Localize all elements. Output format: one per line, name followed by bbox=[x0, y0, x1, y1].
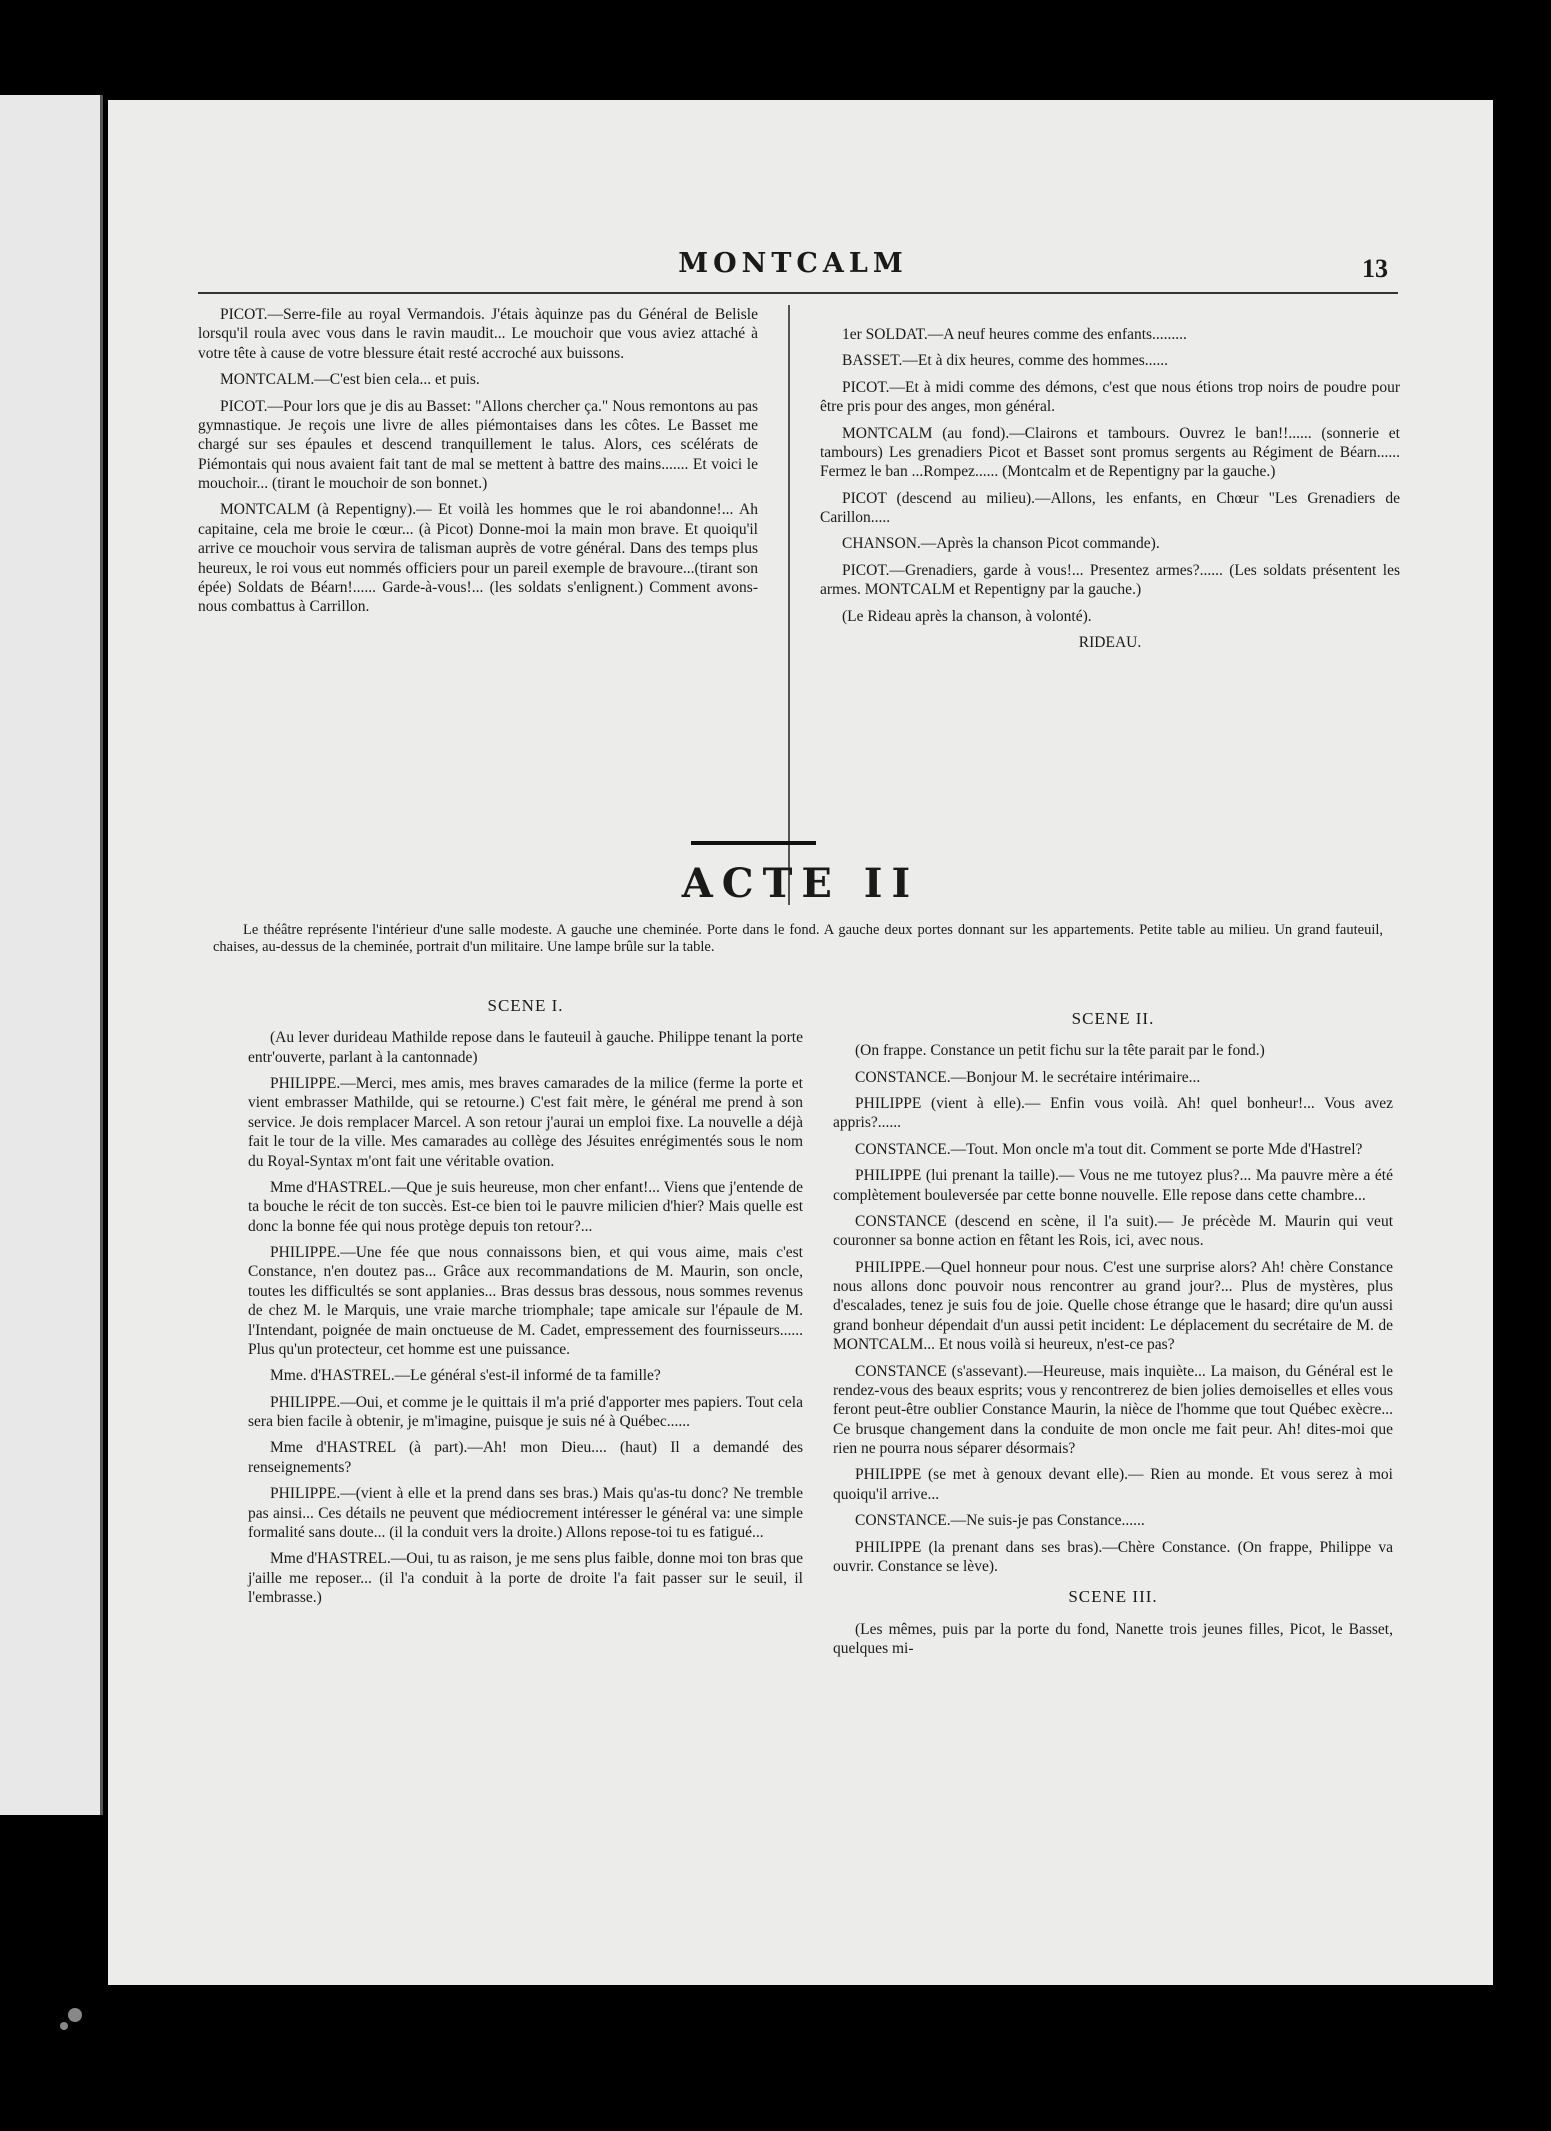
paragraph: CONSTANCE (s'assevant).—Heureuse, mais inquiète... La maison, du Général est le rendez-vous des beaux esprits; vous y rencontrerez de bien jolies demoiselles et elles vous feront peut-être oublier Constance Maurin, la nièce de l'homme que tout Québec exècre... Ce brusque changement dans la conduite de mon oncle me fait peur. Ah! dites-moi que rien ne pourra nous séparer désormais? bbox=[833, 1362, 1393, 1457]
lower-left-column bbox=[248, 985, 803, 1614]
paragraph: (On frappe. Constance un petit fichu sur la tête parait par le fond.) bbox=[855, 1042, 1265, 1060]
paragraph: Mme d'HASTREL.—Oui, tu as raison, je me sens plus faible, donne moi ton bras que j'aille me reposer... (il l'a conduit à la porte de droite l'a fait passer sur le seuil, il l'embrasse.) bbox=[248, 1550, 803, 1606]
scan-speck bbox=[60, 2022, 68, 2030]
paragraph: PICOT (descend au milieu).—Allons, les enfants, en Chœur "Les Grenadiers de Carillon..... bbox=[820, 489, 1400, 526]
adjacent-page-edge bbox=[0, 95, 103, 1815]
paragraph: (Au lever durideau Mathilde repose dans le fauteuil à gauche. Philippe tenant la porte entr'ouverte, parlant à la cantonnade) bbox=[248, 1029, 803, 1066]
paragraph: PICOT.—Et à midi comme des démons, c'est que nous étions trop noirs de poudre pour être pris pour des anges, mon général. bbox=[820, 378, 1400, 416]
scene-heading: SCENE III. bbox=[1068, 1587, 1158, 1607]
paragraph: (Les mêmes, puis par la porte du fond, Nanette trois jeunes filles, Picot, le Basset, quelques mi- bbox=[833, 1620, 1393, 1657]
paragraph: PHILIPPE (vient à elle).— Enfin vous voilà. Ah! quel bonheur!... Vous avez appris?...... bbox=[833, 1095, 1393, 1132]
paragraph: Mme d'HASTREL (à part).—Ah! mon Dieu.... (haut) Il a demandé des renseignements? bbox=[248, 1439, 803, 1476]
page-header bbox=[198, 248, 1388, 288]
document-page bbox=[108, 100, 1493, 1985]
stage-directions: Le théâtre représente l'intérieur d'une salle modeste. A gauche une cheminée. Porte dans le fond. A gauche deux portes donnant sur les appartements. Petite table au milieu. Un grand fauteuil, chaises, au-dessus de la cheminée, portrait d'un militaire. Une lampe brûle sur la table. bbox=[213, 922, 1383, 956]
upper-right-column bbox=[820, 325, 1400, 659]
running-title: MONTCALM bbox=[678, 248, 908, 279]
paragraph: 1er SOLDAT.—A neuf heures comme des enfants......... bbox=[842, 326, 1187, 343]
paragraph: PHILIPPE (se met à genoux devant elle).— Rien au monde. Et vous serez à moi quoiqu'il arrive... bbox=[833, 1466, 1393, 1503]
scene-heading: SCENE I. bbox=[487, 996, 564, 1015]
paragraph: PHILIPPE (la prenant dans ses bras).—Chère Constance. (On frappe, Philippe va ouvrir. Constance se lève). bbox=[833, 1538, 1393, 1575]
paragraph: CONSTANCE.—Bonjour M. le secrétaire intérimaire... bbox=[855, 1068, 1201, 1086]
paragraph: MONTCALM (au fond).—Clairons et tambours. Ouvrez le ban!!...... (sonnerie et tambours) Les grenadiers Picot et Basset sont promus sergents au Régiment de Béarn...... Fermez le ban ...Rompez...... (Montcalm et de Repentigny par la gauche.) bbox=[820, 424, 1400, 481]
paragraph: MONTCALM.—C'est bien cela... et puis. bbox=[220, 371, 480, 389]
act-divider-rule bbox=[691, 841, 816, 845]
paragraph: PHILIPPE.—Quel honneur pour nous. C'est une surprise alors? Ah! chère Constance nous allons donc pouvoir nous rencontrer au grand jour?... Plus de mystères, plus d'escalades, tenez je suis fou de joie. Quelle chose étrange que le hasard; dire qu'un aussi grand bonheur dépendait d'un aussi petit incident: Le déplacement du secrétaire de M. de MONTCALM... Et nous voilà si heureux, n'est-ce pas? bbox=[833, 1258, 1393, 1354]
paragraph: PHILIPPE.—Une fée que nous connaissons bien, et qui vous aime, mais c'est Constance, n'en doutez pas... Grâce aux recommandations de M. Maurin, son oncle, toutes les difficultés se sont applanies... Bras dessus bras dessous, nous sommes revenus de chez M. le Marquis, une vraie marche triomphale; tape amicale sur l'épaule de M. l'Intendant, poignée de main onctueuse de M. Cadet, empressement des fournisseurs...... Plus qu'un protecteur, cet homme est une puissance. bbox=[248, 1244, 803, 1358]
curtain-direction: RIDEAU. bbox=[1078, 633, 1142, 651]
paragraph: CONSTANCE (descend en scène, il l'a suit).— Je précède M. Maurin qui veut couronner sa bonne action en fêtant les Rois, ici, avec nous. bbox=[833, 1212, 1393, 1250]
paragraph: PICOT.—Pour lors que je dis au Basset: "Allons chercher ça." Nous remontons au pas gymnastique. Je reçois une livre de alles piémontaises dans les côtes. Le Basset me chargé sur ses épaules et descend tranquillement le talus. Alors, ces scélérats de Piémontais qui nous avaient fait tant de mal se mettent à battre des mains....... Et voici le mouchoir... (tirant le mouchoir de son bonnet.) bbox=[198, 397, 758, 492]
paragraph: BASSET.—Et à dix heures, comme des hommes...... bbox=[842, 352, 1169, 370]
paragraph: (Le Rideau après la chanson, à volonté). bbox=[842, 607, 1092, 625]
paragraph: CHANSON.—Après la chanson Picot commande). bbox=[842, 535, 1160, 553]
paragraph: Mme. d'HASTREL.—Le général s'est-il informé de ta famille? bbox=[270, 1367, 661, 1385]
scene-heading: SCENE II. bbox=[1071, 1009, 1155, 1028]
paragraph: PHILIPPE.—Oui, et comme je le quittais il m'a prié d'apporter mes papiers. Tout cela sera bien facile à obtenir, je m'imagine, puisque je suis né à Québec...... bbox=[248, 1393, 803, 1430]
paragraph: MONTCALM (à Repentigny).— Et voilà les hommes que le roi abandonne!... Ah capitaine, cela me broie le cœur... (à Picot) Donne-moi la main mon brave. Et quoiqu'il arrive ce mouchoir vous servira de talisman auprès de votre général. Dans des temps plus heureux, le roi vous eut nommés officiers pour un pareil exemple de bravoure...(tirant son épée) Soldats de Béarn!...... Garde-à-vous!... (les soldats s'enlignent.) Comment avons-nous combattus à Carrillon. bbox=[198, 501, 758, 616]
paragraph: CONSTANCE.—Tout. Mon oncle m'a tout dit. Comment se porte Mde d'Hastrel? bbox=[855, 1140, 1363, 1158]
act-title: ACTE II bbox=[681, 860, 920, 907]
paragraph: PHILIPPE.—(vient à elle et la prend dans ses bras.) Mais qu'as-tu donc? Ne tremble pas ainsi... Ces détails ne peuvent que médiocrement intéresser le général va: une simple formalité sans doute... (il la conduit vers la droite.) Allons repose-toi tu es fatigué... bbox=[248, 1485, 803, 1541]
paragraph: PHILIPPE (lui prenant la taille).— Vous ne me tutoyez plus?... Ma pauvre mère a été complètement bouleversée par cette bonne nouvelle. Elle repose dans cette chambre... bbox=[833, 1167, 1393, 1204]
upper-left-column bbox=[198, 305, 758, 624]
paragraph: PICOT.—Grenadiers, garde à vous!... Presentez armes?...... (Les soldats présentent les armes. MONTCALM et Repentigny par la gauche.) bbox=[820, 561, 1400, 599]
paragraph: PHILIPPE.—Merci, mes amis, mes braves camarades de la milice (ferme la porte et vient embrasser Mathilde, qui se retourne.) C'est fait mère, le général me prend à son service. Je dois remplacer Marcel. A son retour j'aurai un emploi fixe. La nouvelle a déjà fait le tour de la ville. Mes camarades au collège des Jésuites enrégimentés sous le nom du Royal-Syntax m'ont fait une véritable ovation. bbox=[248, 1075, 803, 1170]
paragraph: PICOT.—Serre-file au royal Vermandois. J'étais àquinze pas du Général de Belisle lorsqu'il roula avec vous dans le ravin maudit... Le mouchoir que vous aviez attaché à votre tête à cause de votre blessure était resté accroché aux buissons. bbox=[198, 306, 758, 362]
scan-speck bbox=[68, 2008, 82, 2022]
paragraph: CONSTANCE.—Ne suis-je pas Constance...... bbox=[855, 1512, 1145, 1530]
header-rule bbox=[198, 292, 1398, 294]
page-number: 13 bbox=[1362, 254, 1388, 283]
column-divider bbox=[788, 305, 790, 905]
lower-right-column bbox=[833, 998, 1393, 1665]
paragraph: Mme d'HASTREL.—Que je suis heureuse, mon cher enfant!... Viens que j'entende de ta bouche le récit de ton succès. Est-ce bien toi le pauvre milicien d'hier? Mais quelle est donc la bonne fée qui nous protège depuis ton retour?... bbox=[248, 1178, 803, 1235]
